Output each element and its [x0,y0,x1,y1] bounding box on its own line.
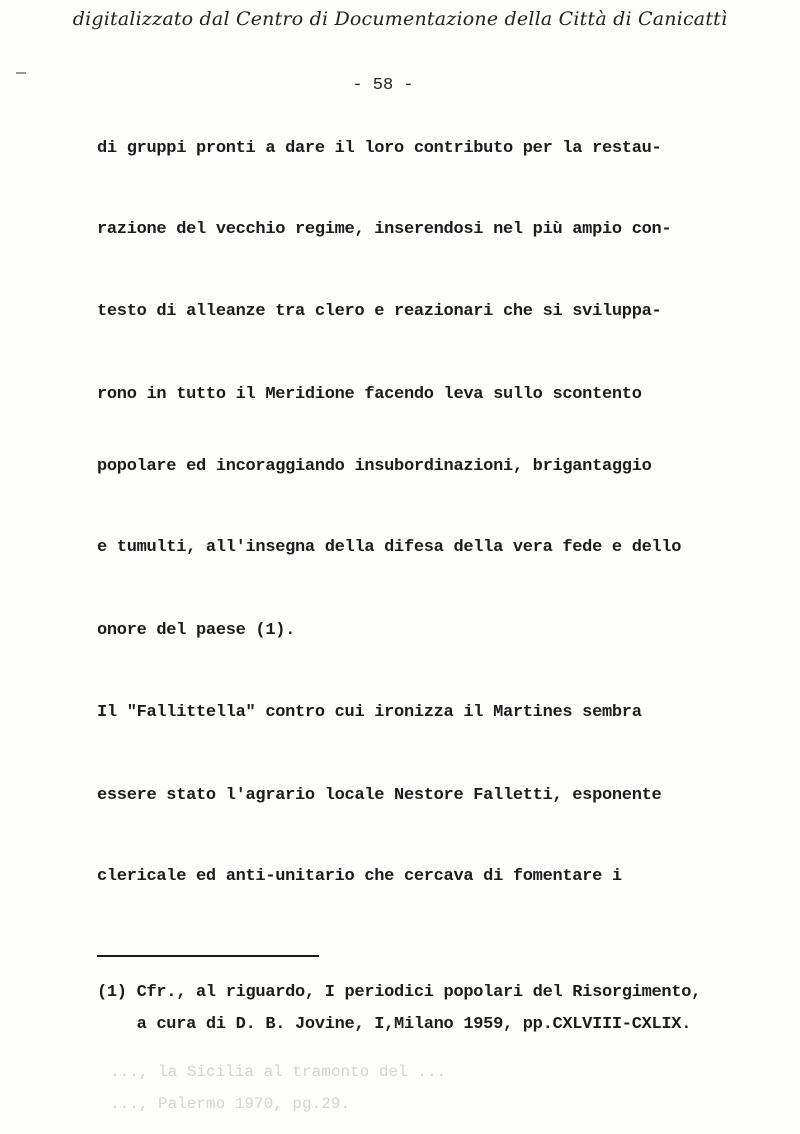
digitization-watermark: digitalizzato dal Centro di Documentazione della Città di Canicattì [72,8,728,30]
footnote-line: a cura di D. B. Jovine, I,Milano 1959, pp.CXLVIII-CXLIX. [97,1015,692,1034]
body-line: rono in tutto il Meridione facendo leva sullo scontento [97,385,642,404]
footnote-separator [97,955,319,957]
body-line: testo di alleanze tra clero e reazionari che si sviluppa- [97,302,662,321]
bleed-through-text: ..., la Sicilia al tramonto del ... [110,1063,447,1081]
body-line: essere stato l'agrario locale Nestore Falletti, esponente [97,786,662,805]
footnote-line: (1) Cfr., al riguardo, I periodici popolari del Risorgimento, [97,983,702,1002]
body-line: di gruppi pronti a dare il loro contributo per la restau- [97,139,662,158]
scan-speck [16,72,26,74]
body-line: onore del paese (1). [97,621,296,640]
page-number: - 58 - [352,76,414,95]
body-line: popolare ed incoraggiando insubordinazioni, brigantaggio [97,457,652,476]
bleed-through-text: ..., Palermo 1970, pg.29. [110,1095,351,1113]
body-line: Il "Fallittella" contro cui ironizza il Martines sembra [97,703,642,722]
body-line: razione del vecchio regime, inserendosi nel più ampio con- [97,220,672,239]
body-line: clericale ed anti-unitario che cercava di fomentare i [97,867,622,886]
body-line: e tumulti, all'insegna della difesa della vera fede e dello [97,538,682,557]
